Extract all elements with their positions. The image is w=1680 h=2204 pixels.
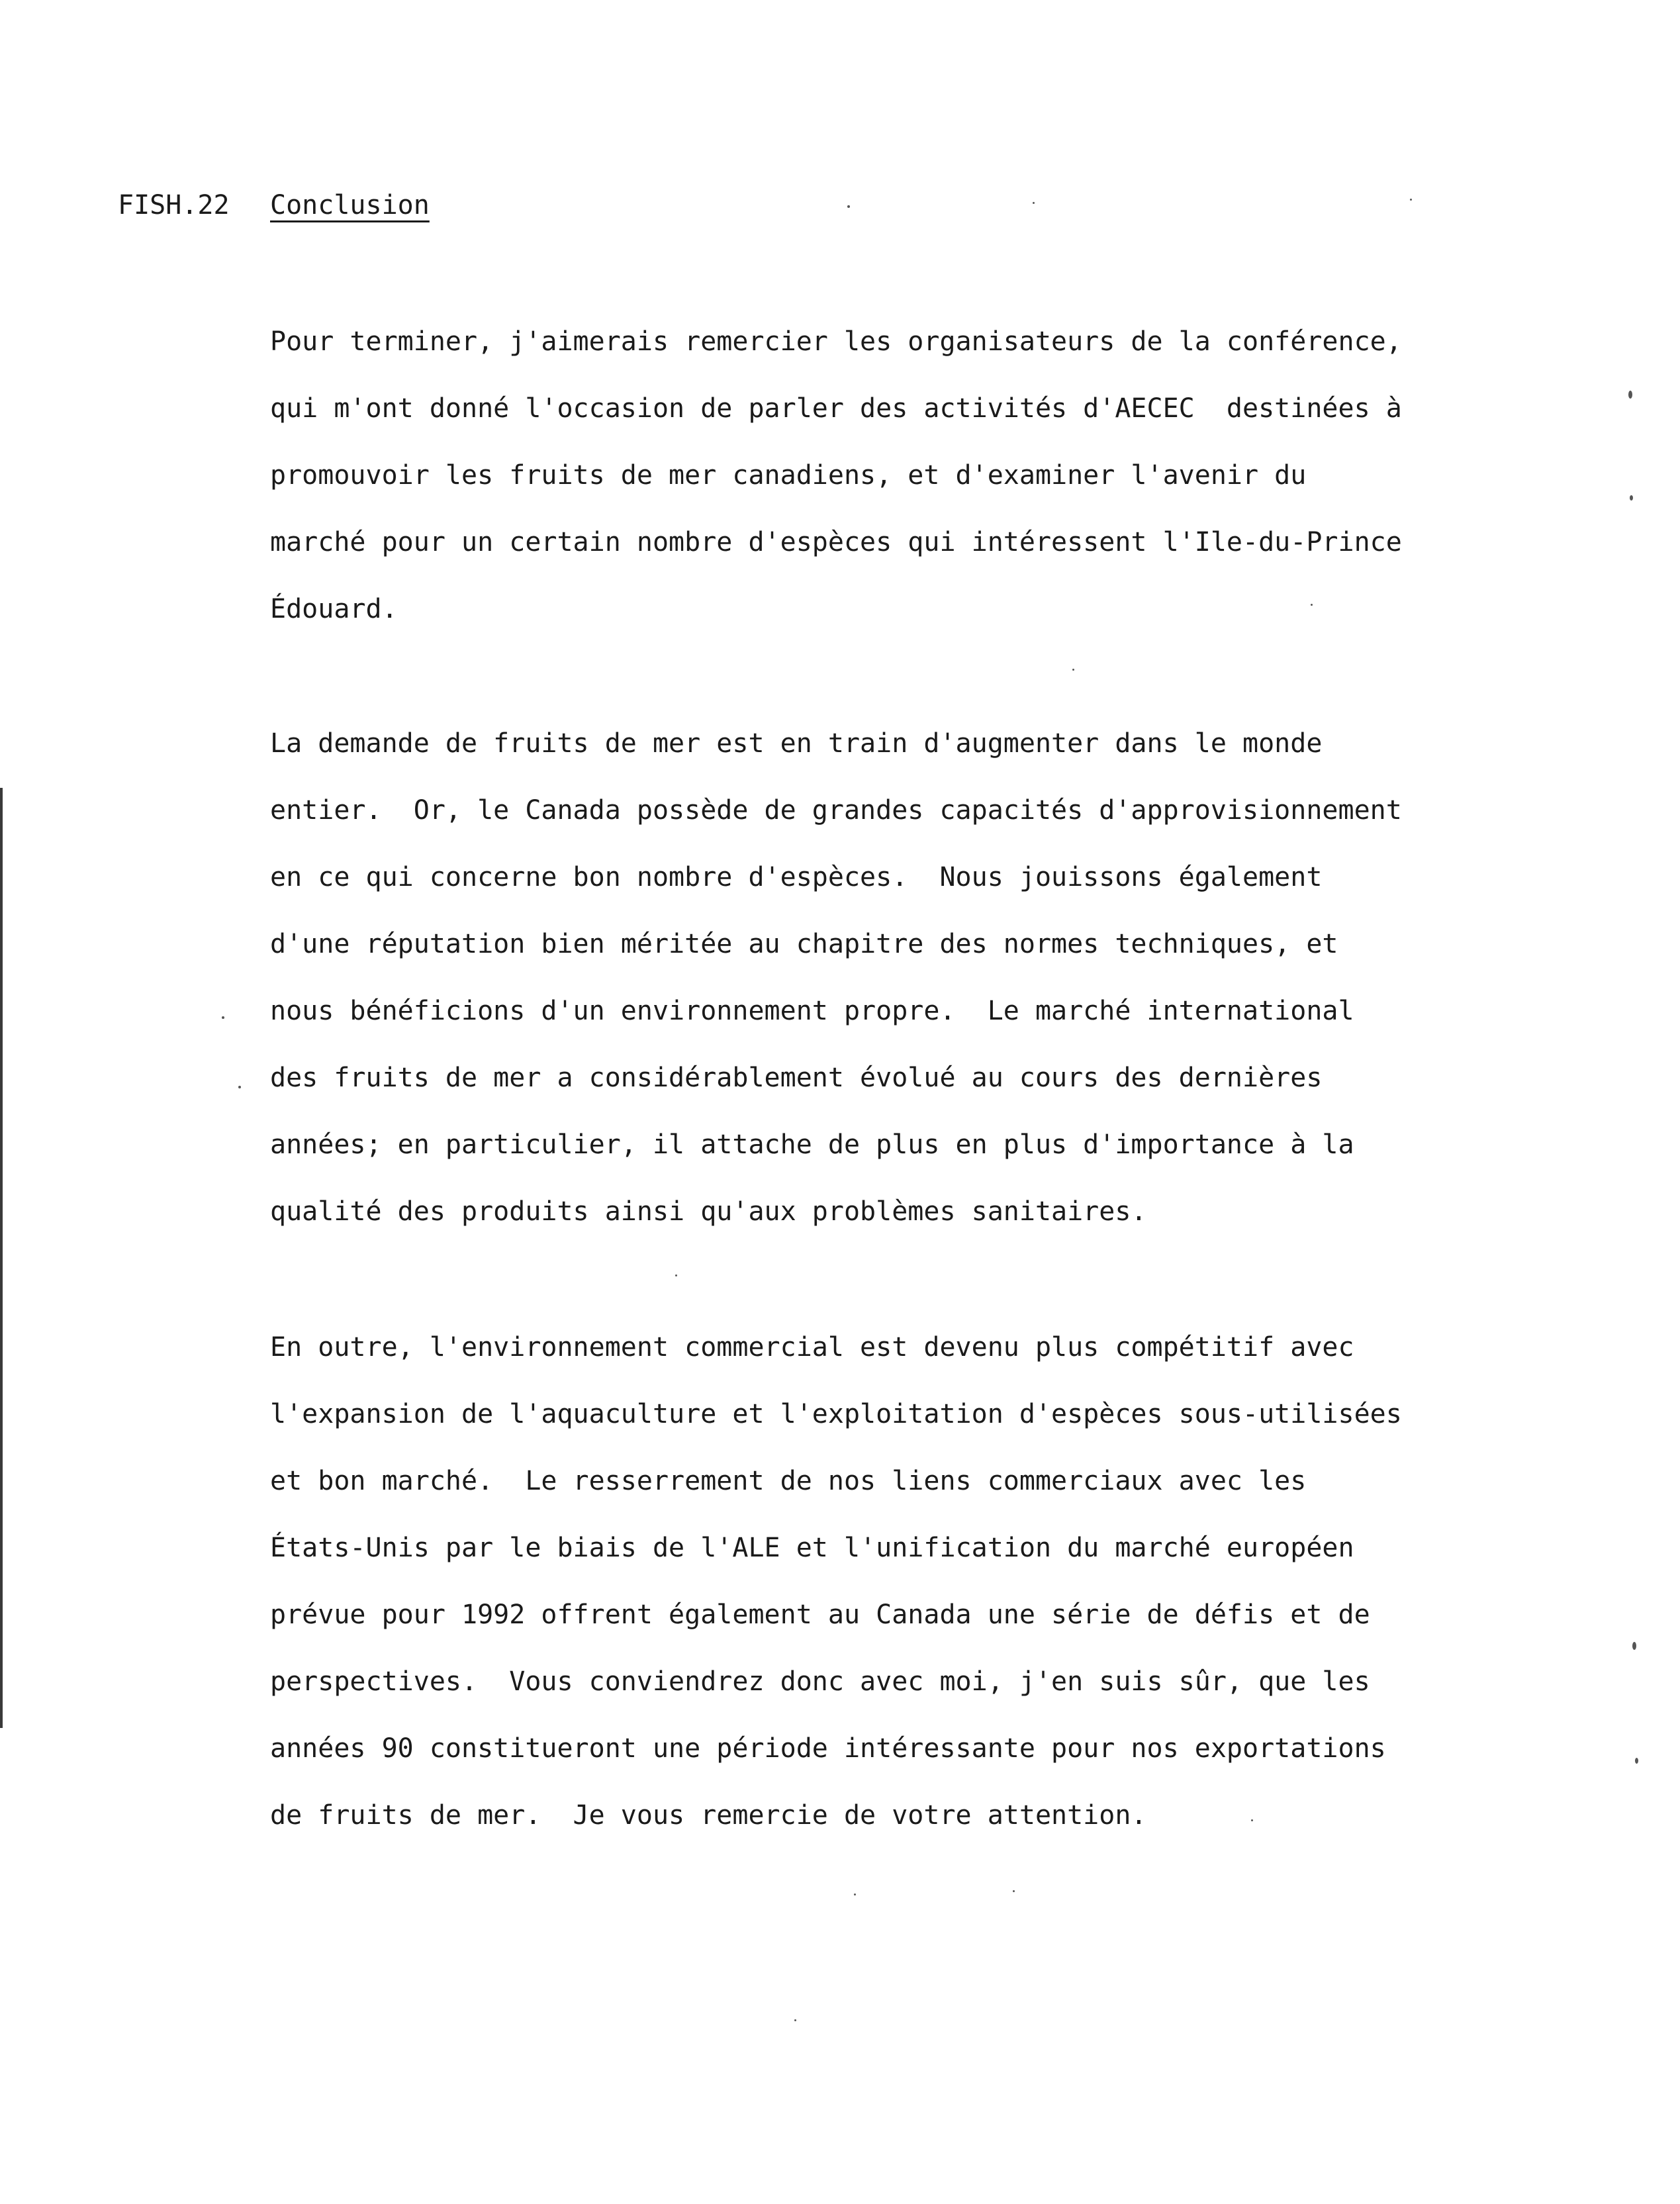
paragraph-3-line-2: l'expansion de l'aquaculture et l'exploitation d'espèces sous-utilisées bbox=[270, 1399, 1402, 1429]
paragraph-2-line-4: d'une réputation bien méritée au chapitre des normes techniques, et bbox=[270, 929, 1338, 959]
paragraph-2-line-5: nous bénéficions d'un environnement propre. Le marché international bbox=[270, 996, 1354, 1026]
scan-speck bbox=[1632, 1642, 1636, 1650]
paragraph-3-line-1: En outre, l'environnement commercial est devenu plus compétitif avec bbox=[270, 1332, 1354, 1363]
section-header bbox=[118, 187, 430, 224]
scan-speck bbox=[1311, 604, 1313, 606]
paragraph-2-line-8: qualité des produits ainsi qu'aux problèmes sanitaires. bbox=[270, 1196, 1147, 1227]
scan-speck bbox=[1072, 669, 1074, 671]
scan-speck bbox=[1630, 495, 1633, 501]
scan-speck bbox=[1635, 1758, 1638, 1764]
scan-speck bbox=[847, 205, 850, 208]
paragraph-2-line-2: entier. Or, le Canada possède de grandes capacités d'approvisionnement bbox=[270, 795, 1402, 826]
scan-speck bbox=[1628, 391, 1632, 399]
paragraph-3-line-3: et bon marché. Le resserrement de nos liens commerciaux avec les bbox=[270, 1466, 1307, 1496]
scan-speck bbox=[238, 1086, 241, 1088]
scan-speck bbox=[1033, 202, 1035, 204]
paragraph-2-line-3: en ce qui concerne bon nombre d'espèces. Nous jouissons également bbox=[270, 862, 1323, 892]
paragraph-3-line-7: années 90 constitueront une période intéressante pour nos exportations bbox=[270, 1733, 1386, 1764]
paragraph-2-line-6: des fruits de mer a considérablement évolué au cours des dernières bbox=[270, 1063, 1323, 1093]
paragraph-1-line-2: qui m'ont donné l'occasion de parler des activités d'AECEC destinées à bbox=[270, 393, 1402, 424]
scan-speck bbox=[1013, 1890, 1015, 1892]
scan-speck bbox=[1251, 1819, 1253, 1821]
paragraph-3-line-4: États-Unis par le biais de l'ALE et l'unification du marché européen bbox=[270, 1533, 1354, 1563]
paragraph-1-line-5: Édouard. bbox=[270, 594, 398, 624]
scan-speck bbox=[854, 1893, 856, 1895]
paragraph-1-line-4: marché pour un certain nombre d'espèces qui intéressent l'Ile-du-Prince bbox=[270, 527, 1402, 557]
paragraph-3-line-5: prévue pour 1992 offrent également au Canada une série de défis et de bbox=[270, 1600, 1370, 1630]
paragraph-3-line-8: de fruits de mer. Je vous remercie de votre attention. bbox=[270, 1800, 1147, 1831]
paragraph-2-line-7: années; en particulier, il attache de plus en plus d'importance à la bbox=[270, 1129, 1354, 1160]
paragraph-1-line-1: Pour terminer, j'aimerais remercier les organisateurs de la conférence, bbox=[270, 326, 1402, 357]
paragraph-1-line-3: promouvoir les fruits de mer canadiens, et d'examiner l'avenir du bbox=[270, 460, 1307, 491]
paragraph-2-line-1: La demande de fruits de mer est en train d'augmenter dans le monde bbox=[270, 728, 1323, 759]
scan-speck bbox=[1410, 199, 1412, 201]
scan-speck bbox=[222, 1016, 224, 1019]
paragraph-3-line-6: perspectives. Vous conviendrez donc avec moi, j'en suis sûr, que les bbox=[270, 1666, 1370, 1697]
scan-edge-rule bbox=[0, 788, 3, 1728]
scan-speck bbox=[675, 1274, 677, 1276]
scan-speck bbox=[794, 2019, 796, 2021]
section-title: Conclusion bbox=[270, 190, 430, 220]
section-id: FISH.22 bbox=[118, 190, 230, 220]
